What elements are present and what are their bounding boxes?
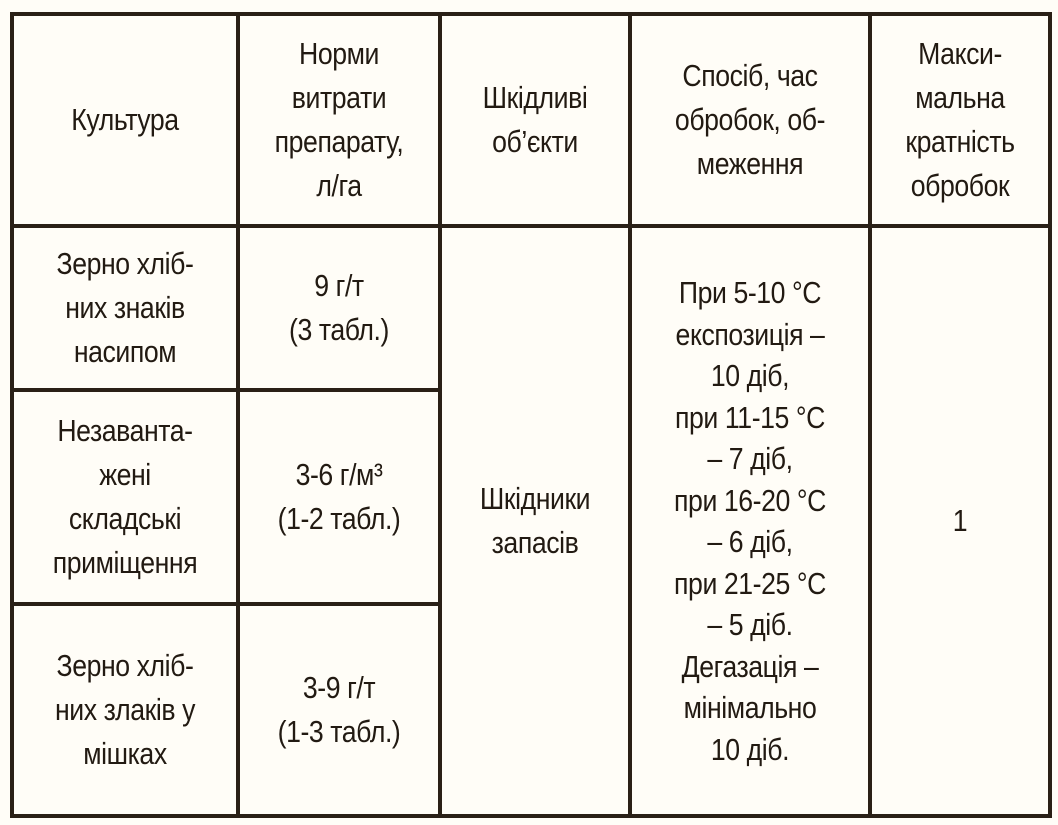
objects-cell: Шкідники запасів — [440, 226, 630, 816]
header-objects: Шкідливі об’єкти — [440, 14, 630, 226]
method-cell: При 5-10 °С експозиція – 10 діб, при 11-15 °С – 7 діб, при 16-20 °С – 6 діб, при 21-25 °С – 5 діб. Дегазація – мінімально 10 діб. — [630, 226, 870, 816]
culture-cell: Зерно хліб- них злаків у мішках — [12, 604, 238, 816]
header-max: Макси- мальна кратність обробок — [870, 14, 1050, 226]
header-rates: Норми витрати препарату, л/га — [238, 14, 440, 226]
pesticide-table-container — [10, 12, 1048, 817]
header-row — [12, 14, 1050, 226]
max-count-cell: 1 — [870, 226, 1050, 816]
culture-cell: Незаванта- жені складські приміщення — [12, 390, 238, 604]
header-culture: Культура — [12, 14, 238, 226]
header-method: Спосіб, час обробок, об- меження — [630, 14, 870, 226]
culture-cell: Зерно хліб- них знаків насипом — [12, 226, 238, 390]
rate-cell: 3-6 г/м³ (1-2 табл.) — [238, 390, 440, 604]
rate-cell: 9 г/т (3 табл.) — [238, 226, 440, 390]
pesticide-usage-table — [10, 12, 1052, 818]
rate-cell: 3-9 г/т (1-3 табл.) — [238, 604, 440, 816]
table-row — [12, 226, 1050, 390]
